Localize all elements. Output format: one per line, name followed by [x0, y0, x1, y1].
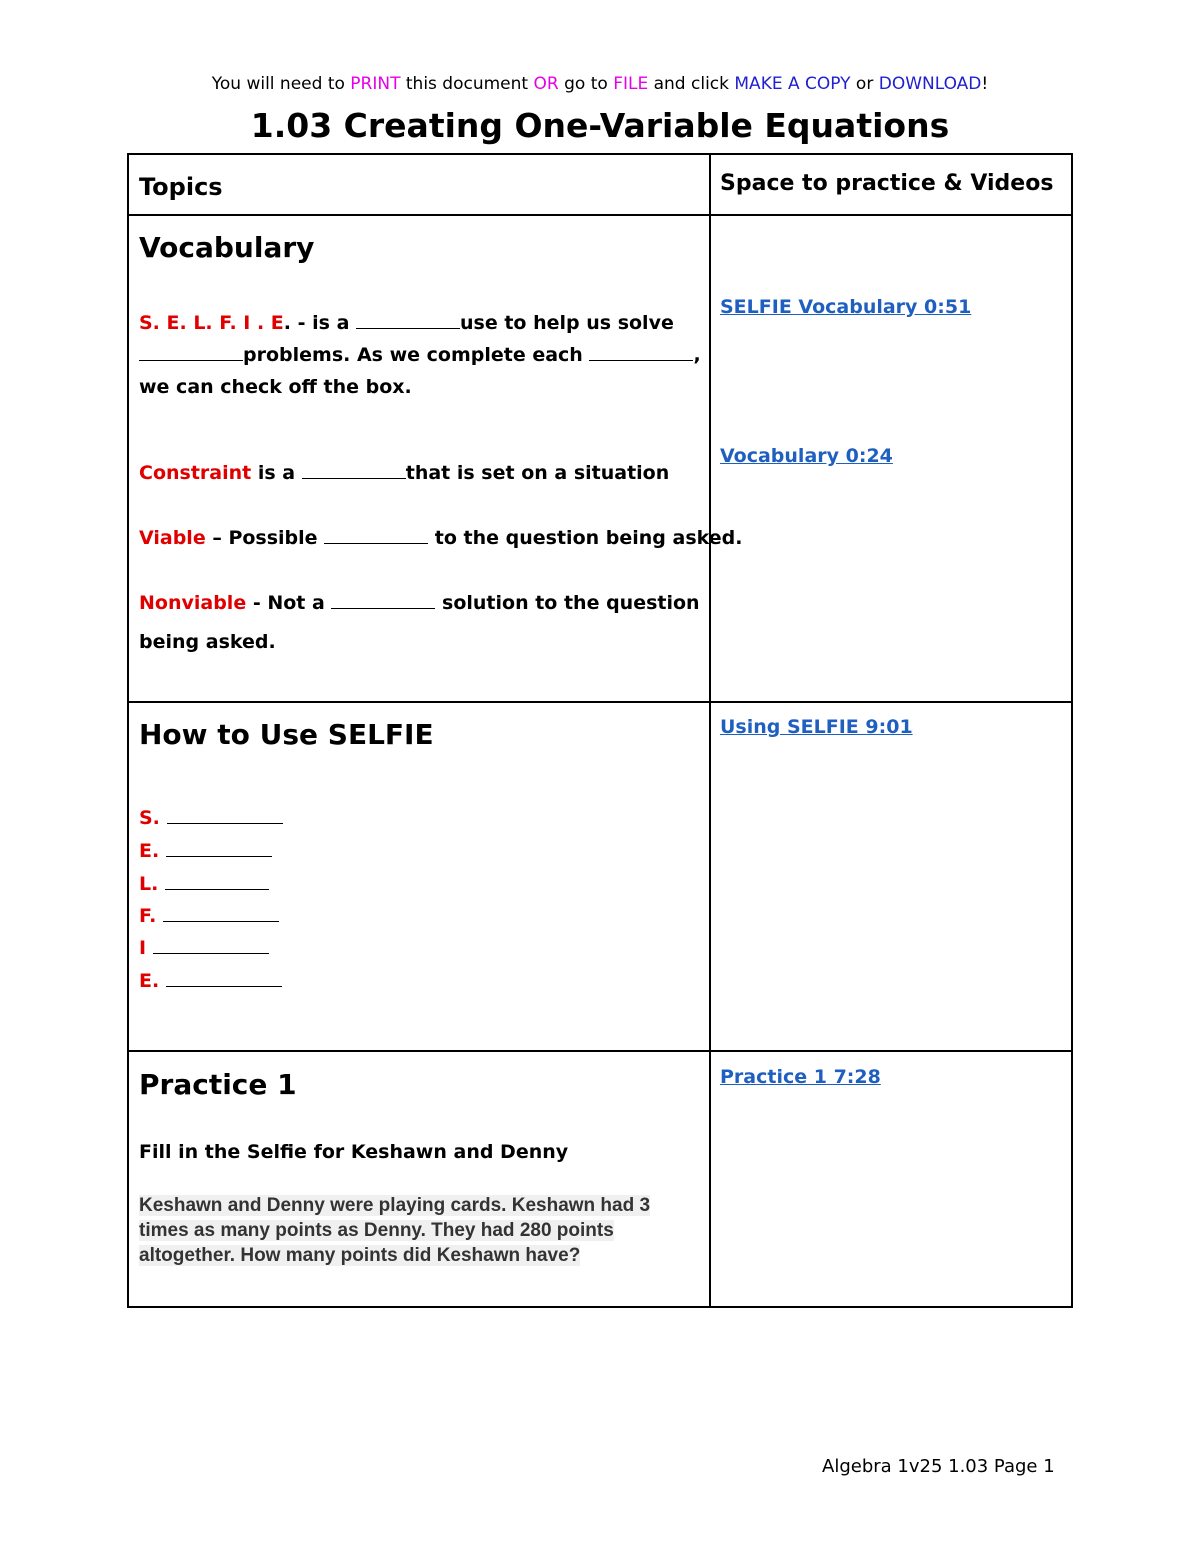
fill-in-blank[interactable]: [165, 873, 269, 890]
selfie-vocabulary-video-link[interactable]: SELFIE Vocabulary 0:51: [720, 296, 972, 318]
row-divider: [129, 701, 1071, 703]
constraint-term: Constraint: [139, 462, 252, 484]
definition-text: to the question being asked.: [428, 527, 743, 549]
notes-table: [127, 153, 1073, 1308]
selfie-step-l: [139, 873, 269, 895]
using-selfie-video-link[interactable]: Using SELFIE 9:01: [720, 716, 913, 738]
fill-in-blank[interactable]: [331, 592, 435, 609]
fill-in-blank[interactable]: [139, 344, 243, 361]
viable-definition: [139, 527, 742, 549]
notice-or: OR: [533, 74, 559, 94]
row-divider: [129, 214, 1071, 216]
step-letter: F.: [139, 905, 157, 927]
selfie-definition-line-1: [139, 312, 674, 334]
selfie-step-e2: [139, 970, 282, 992]
selfie-definition-line-2: [139, 344, 701, 366]
page-footer: Algebra 1v25 1.03 Page 1: [822, 1456, 1055, 1477]
notice-text: go to: [558, 74, 614, 94]
definition-text: – Possible: [205, 527, 325, 549]
print-notice: [0, 74, 1200, 94]
practice-1-title: Practice 1: [139, 1068, 297, 1101]
viable-term: Viable: [139, 527, 206, 549]
selfie-step-i: [139, 937, 269, 959]
notice-text: and click: [648, 74, 735, 94]
fill-in-blank[interactable]: [167, 807, 283, 824]
problem-line: Keshawn and Denny were playing cards. Keshawn had 3: [139, 1195, 651, 1216]
fill-in-blank[interactable]: [324, 527, 428, 544]
notice-text: !: [981, 74, 989, 94]
definition-text: problems. As we complete each: [243, 344, 590, 366]
selfie-term: S. E. L. F. I . E: [139, 312, 284, 334]
practice-1-word-problem: [139, 1193, 699, 1268]
nonviable-definition-line-1: [139, 592, 700, 614]
page-title: 1.03 Creating One-Variable Equations: [250, 106, 950, 145]
selfie-definition-line-3: we can check off the box.: [139, 376, 412, 398]
notice-make-copy: MAKE A COPY: [734, 74, 851, 94]
notice-download: DOWNLOAD: [878, 74, 982, 94]
definition-text: is a: [251, 462, 302, 484]
selfie-step-s: [139, 807, 283, 829]
problem-line: times as many points as Denny. They had 280 points: [139, 1220, 614, 1241]
fill-in-blank[interactable]: [166, 970, 282, 987]
fill-in-blank[interactable]: [153, 937, 269, 954]
definition-text: solution to the question: [435, 592, 700, 614]
row-divider: [129, 1050, 1071, 1052]
fill-in-blank[interactable]: [163, 905, 279, 922]
step-letter: S.: [139, 807, 160, 829]
selfie-step-e: [139, 840, 272, 862]
selfie-step-f: [139, 905, 279, 927]
fill-in-blank[interactable]: [302, 462, 406, 479]
notice-file: FILE: [613, 74, 649, 94]
definition-text: that is set on a situation: [405, 462, 670, 484]
notice-text: or: [850, 74, 879, 94]
definition-text: ,: [693, 344, 701, 366]
fill-in-blank[interactable]: [589, 344, 693, 361]
problem-line: altogether. How many points did Keshawn have?: [139, 1245, 581, 1266]
how-to-use-selfie-title: How to Use SELFIE: [139, 718, 434, 751]
step-letter: I: [139, 937, 147, 959]
practice-1-instruction: Fill in the Selfie for Keshawn and Denny: [139, 1141, 569, 1163]
vocabulary-title: Vocabulary: [139, 231, 315, 264]
step-letter: E.: [139, 970, 160, 992]
column-divider: [709, 155, 711, 1306]
notice-print: PRINT: [350, 74, 401, 94]
definition-text: use to help us solve: [460, 312, 674, 334]
notice-text: You will need to: [211, 74, 351, 94]
constraint-definition: [139, 462, 669, 484]
vocabulary-video-link[interactable]: Vocabulary 0:24: [720, 445, 893, 467]
nonviable-term: Nonviable: [139, 592, 247, 614]
header-topics: Topics: [139, 173, 223, 201]
nonviable-definition-line-2: being asked.: [139, 631, 276, 653]
practice-1-video-link[interactable]: Practice 1 7:28: [720, 1066, 881, 1088]
header-practice-videos: Space to practice & Videos: [720, 171, 1054, 196]
fill-in-blank[interactable]: [356, 312, 460, 329]
fill-in-blank[interactable]: [166, 840, 272, 857]
definition-text: - Not a: [246, 592, 332, 614]
notice-text: this document: [400, 74, 534, 94]
step-letter: E.: [139, 840, 160, 862]
step-letter: L.: [139, 873, 159, 895]
definition-text: . - is a: [283, 312, 357, 334]
